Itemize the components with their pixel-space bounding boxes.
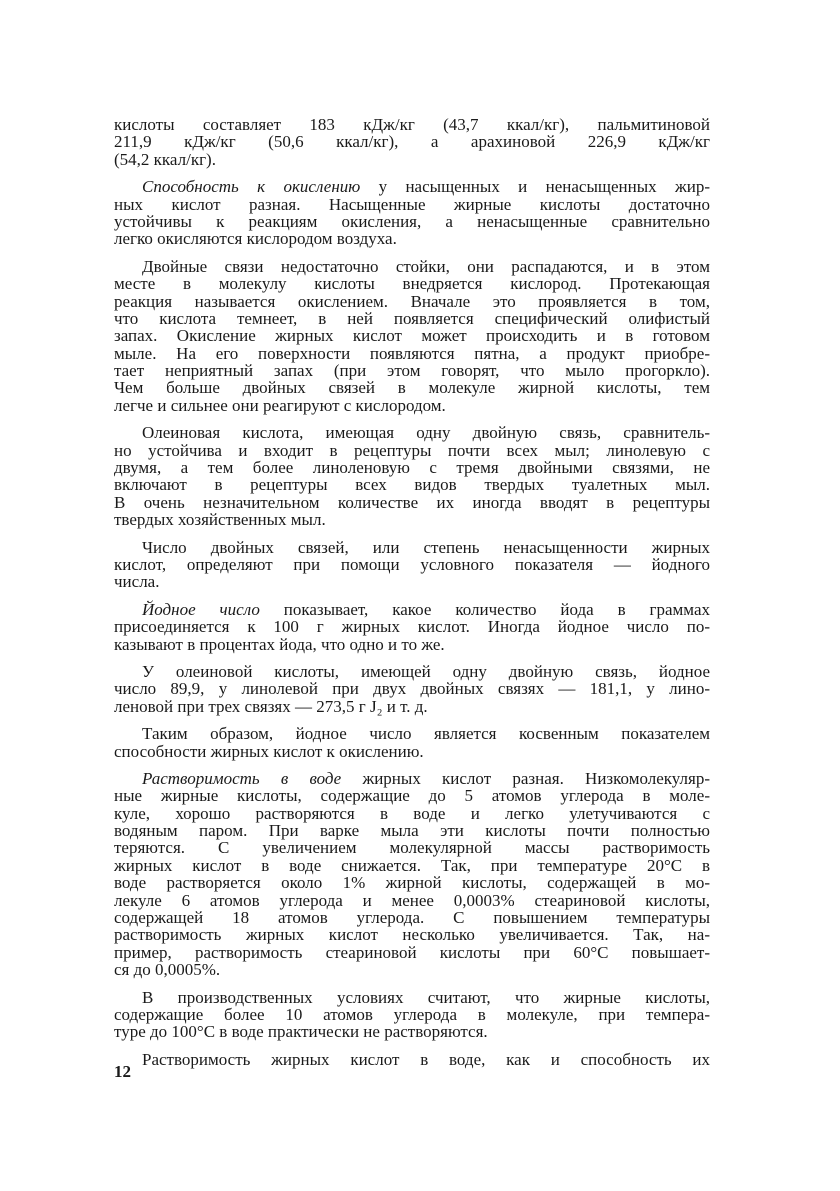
text-line: но устойчива и входит в рецептуры почти всех мыл; линолевую с xyxy=(114,440,710,460)
text-line: мыле. На его поверхности появляются пятна, а продукт приобре- xyxy=(114,343,710,363)
text-line: запах. Окисление жирных кислот может происходить и в готовом xyxy=(114,326,710,346)
text-line: Чем больше двойных связей в молекуле жирной кислоты, тем xyxy=(114,378,710,398)
text-line: казывают в процентах йода, что одно и то же. xyxy=(114,634,445,654)
text-fragment: показывает, какое количество йода в граммах xyxy=(259,599,710,619)
text-line: ных кислот разная. Насыщенные жирные кислоты достаточно xyxy=(114,194,710,214)
paragraph xyxy=(114,663,710,715)
text-fragment: жирных кислот разная. Низкомолекуляр- xyxy=(341,768,710,788)
text-line: присоединяется к 100 г жирных кислот. Иногда йодное число по- xyxy=(114,617,710,637)
text-line: содержащие более 10 атомов углерода в молекуле, при темпера- xyxy=(114,1004,710,1024)
page-body xyxy=(114,116,710,1078)
text-line: Число двойных связей, или степень ненасыщенности жирных xyxy=(142,537,710,557)
text-line xyxy=(114,770,710,787)
italic-term: Йодное число xyxy=(142,599,260,619)
text-line: пример, растворимость стеариновой кислоты при 60°С повышает- xyxy=(114,942,710,962)
paragraph xyxy=(114,178,710,248)
text-line: воде растворяется около 1% жирной кислоты, содержащей в мо- xyxy=(114,873,710,893)
paragraph xyxy=(114,989,710,1041)
text-line: число 89,9, у линолевой при двух двойных связях — 181,1, у лино- xyxy=(114,679,710,699)
page-number: 12 xyxy=(114,1062,131,1081)
paragraph xyxy=(114,258,710,415)
text-line: тает неприятный запах (при этом говорят, что мыло прогоркло). xyxy=(114,361,710,381)
text-line: ся до 0,0005%. xyxy=(114,960,221,980)
text-line: (54,2 ккал/кг). xyxy=(114,149,216,169)
paragraph xyxy=(114,116,710,168)
text-line: туре до 100°С в воде практически не растворяются. xyxy=(114,1022,488,1042)
text-line: способности жирных кислот к окислению. xyxy=(114,741,424,761)
text-line: 211,9 кДж/кг (50,6 ккал/кг), а арахиновой 226,9 кДж/кг xyxy=(114,132,710,152)
paragraph xyxy=(114,424,710,528)
text-line: легче и сильнее они реагируют с кислородом. xyxy=(114,395,446,415)
paragraph xyxy=(114,601,710,653)
text-line: содержащей 18 атомов углерода. С повышением температуры xyxy=(114,908,710,928)
text-line: растворимость жирных кислот несколько увеличивается. Так, на- xyxy=(114,925,710,945)
text-line: что кислота темнеет, в ней появляется специфический олифистый xyxy=(114,308,710,328)
text-line: твердых хозяйственных мыл. xyxy=(114,510,326,530)
text-line: Растворимость жирных кислот в воде, как и способность их xyxy=(142,1049,710,1069)
text-line: числа. xyxy=(114,572,160,592)
text-line: леновой при трех связях — 273,5 г J₂ и т. д. xyxy=(114,696,428,716)
text-line: водяным паром. При варке мыла эти кислоты почти полностью xyxy=(114,821,710,841)
paragraph xyxy=(114,1051,710,1068)
italic-term: Способность к окислению xyxy=(142,177,361,197)
text-line: легко окисляются кислородом воздуха. xyxy=(114,229,397,249)
paragraph xyxy=(114,725,710,760)
text-line: Олеиновая кислота, имеющая одну двойную связь, сравнитель- xyxy=(142,423,710,443)
text-line: В очень незначительном количестве их иногда вводят в рецептуры xyxy=(114,492,710,512)
text-line: включают в рецептуры всех видов твердых туалетных мыл. xyxy=(114,475,710,495)
text-line: реакция называется окислением. Вначале это проявляется в том, xyxy=(114,291,710,311)
text-line: месте в молекулу кислоты внедряется кислород. Протекающая xyxy=(114,274,710,294)
text-fragment: у насыщенных и ненасыщенных жир- xyxy=(360,177,710,197)
text-line: теряются. С увеличением молекулярной массы растворимость xyxy=(114,838,710,858)
italic-term: Растворимость в воде xyxy=(142,768,342,788)
text-line: жирных кислот в воде снижается. Так, при температуре 20°С в xyxy=(114,855,710,875)
text-line: Таким образом, йодное число является косвенным показателем xyxy=(142,724,710,744)
text-line xyxy=(114,601,710,618)
text-line: В производственных условиях считают, что жирные кислоты, xyxy=(142,987,710,1007)
text-line: кислот, определяют при помощи условного показателя — йодного xyxy=(114,554,710,574)
text-line xyxy=(114,178,710,195)
text-line: двумя, а тем более линоленовую с тремя двойными связями, не xyxy=(114,458,710,478)
text-line: устойчивы к реакциям окисления, а ненасыщенные сравнительно xyxy=(114,211,710,231)
text-line: Двойные связи недостаточно стойки, они распадаются, и в этом xyxy=(142,256,710,276)
text-line: лекуле 6 атомов углерода и менее 0,0003% стеариновой кислоты, xyxy=(114,890,710,910)
text-line: куле, хорошо растворяются в воде и легко улетучиваются с xyxy=(114,803,710,823)
text-line: ные жирные кислоты, содержащие до 5 атомов углерода в моле- xyxy=(114,786,710,806)
text-line: У олеиновой кислоты, имеющей одну двойную связь, йодное xyxy=(142,661,710,681)
text-line: кислоты составляет 183 кДж/кг (43,7 ккал/кг), пальмитиновой xyxy=(114,115,710,134)
paragraph xyxy=(114,770,710,979)
paragraph xyxy=(114,539,710,591)
